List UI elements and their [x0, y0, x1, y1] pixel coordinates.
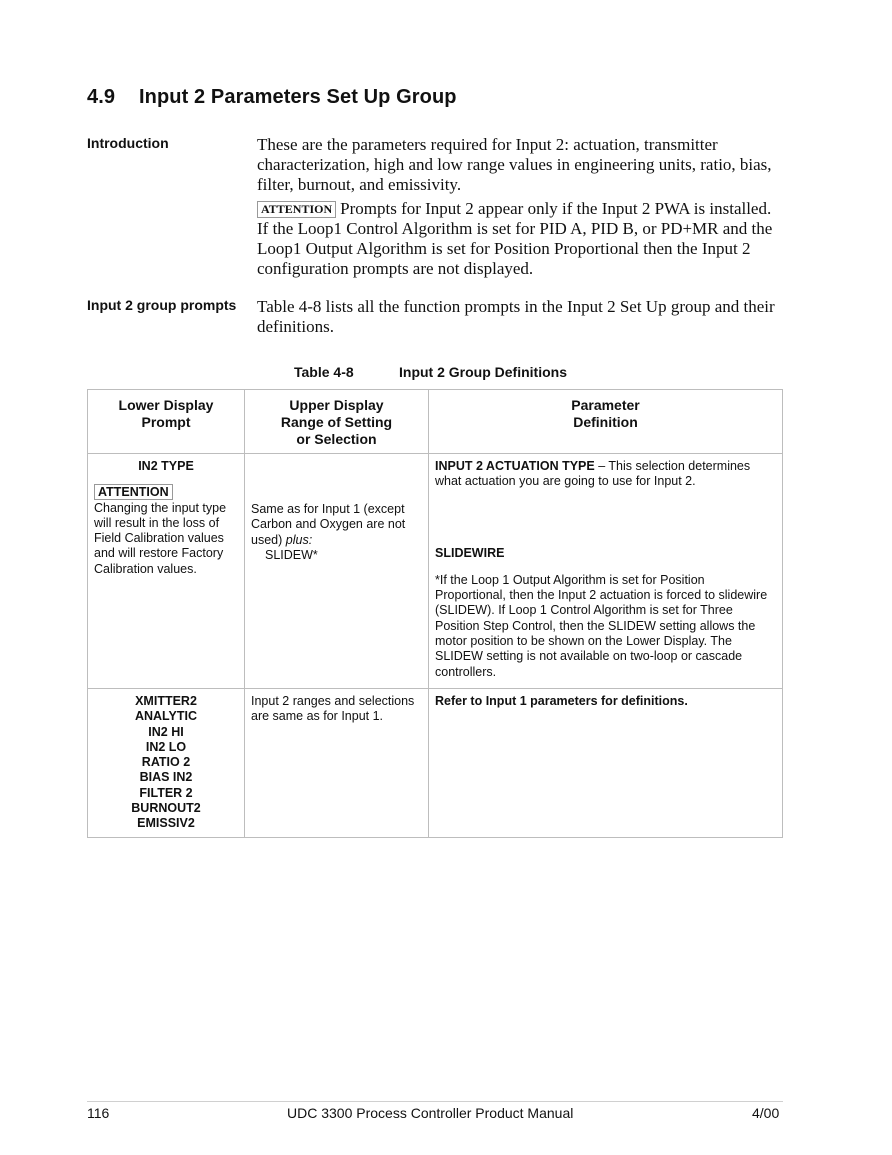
- row1-range-cell: [245, 454, 429, 689]
- row1-definition-subtitle: SLIDEWIRE: [435, 545, 505, 560]
- row2-prompt: BIAS IN2: [139, 770, 193, 785]
- section-heading: Input 2 Parameters Set Up Group: [139, 86, 457, 108]
- row2-range: Input 2 ranges and selections are same as for Input 1.: [251, 694, 415, 724]
- row1-range-item: SLIDEW*: [265, 547, 318, 562]
- section-number: 4.9: [87, 86, 116, 108]
- row2-prompt: ANALYTIC: [134, 709, 198, 724]
- row2-definition: Refer to Input 1 parameters for definitions.: [435, 694, 688, 708]
- prompts-label: Input 2 group prompts: [87, 297, 237, 313]
- row1-prompt: IN2 TYPE: [138, 459, 194, 473]
- row2-prompt: IN2 LO: [145, 739, 187, 754]
- row1-prompt-cell: [88, 454, 245, 689]
- table-title: Input 2 Group Definitions: [399, 364, 567, 380]
- row1-definition: INPUT 2 ACTUATION TYPE – This selection determines what actuation you are going to use for Input 2.: [435, 459, 751, 489]
- row2-prompt: BURNOUT2: [131, 801, 201, 816]
- definitions-table: [87, 389, 783, 838]
- prompts-paragraph: Table 4-8 lists all the function prompts in the Input 2 Set Up group and their definitions.: [257, 297, 775, 336]
- row2-prompt: RATIO 2: [141, 755, 191, 770]
- footer-page-number: 116: [87, 1105, 110, 1121]
- intro-label: Introduction: [87, 135, 169, 151]
- header-lower-display: Lower Display Prompt: [88, 390, 245, 454]
- row1-definition-cell: [429, 454, 783, 689]
- header-upper-display: Upper Display Range of Setting or Selection: [245, 390, 429, 454]
- intro-paragraph: These are the parameters required for Input 2: actuation, transmitter characterization, high and low range values in engineering units, ratio, bias, filter, burnout, and emissivity.: [257, 135, 772, 194]
- row2-definition-cell: [429, 689, 783, 838]
- table-number: Table 4-8: [294, 364, 354, 380]
- row2-prompt: FILTER 2: [139, 785, 193, 800]
- footer-date: 4/00: [752, 1105, 780, 1121]
- footer-rule: [87, 1101, 783, 1102]
- header-parameter-definition: Parameter Definition: [429, 390, 783, 454]
- table-row: [88, 689, 783, 838]
- attention-paragraph: [257, 199, 777, 279]
- row2-prompt-cell: [88, 689, 245, 838]
- row1-range: Same as for Input 1 (except Carbon and Oxygen are not used) plus:: [251, 502, 406, 547]
- attention-text: Prompts for Input 2 appear only if the Input 2 PWA is installed. If the Loop1 Control Algorithm is set for PID A, PID B, or PD+MR and the Loop1 Output Algorithm is set for Position Proportional then the Input 2 configuration prompts are not displayed.: [257, 199, 773, 278]
- row1-attention-tag: ATTENTION: [94, 484, 173, 500]
- row1-attention-note: Changing the input type will result in the loss of Field Calibration values and will restore Factory Calibration values.: [94, 500, 227, 576]
- row2-prompt: EMISSIV2: [137, 816, 195, 831]
- table-caption: [294, 364, 567, 380]
- attention-tag: ATTENTION: [257, 201, 336, 218]
- row1-definition-note: *If the Loop 1 Output Algorithm is set for Position Proportional, then the Input 2 actuation is forced to slidewire (SLIDEW). If Loop 1 Control Algorithm is set for Three Position Step Control, then the SLIDEW setting allows the motor position to be shown on the Lower Display. The SLIDEW setting is not available on two-loop or cascade controllers.: [435, 572, 768, 679]
- table-header-row: [88, 390, 783, 454]
- table-row: [88, 454, 783, 689]
- row2-range-cell: [245, 689, 429, 838]
- footer-manual-title: UDC 3300 Process Controller Product Manual: [287, 1105, 574, 1121]
- section-title: [87, 86, 457, 109]
- row2-prompt: XMITTER2: [135, 694, 197, 708]
- row2-prompt: IN2 HI: [148, 724, 184, 739]
